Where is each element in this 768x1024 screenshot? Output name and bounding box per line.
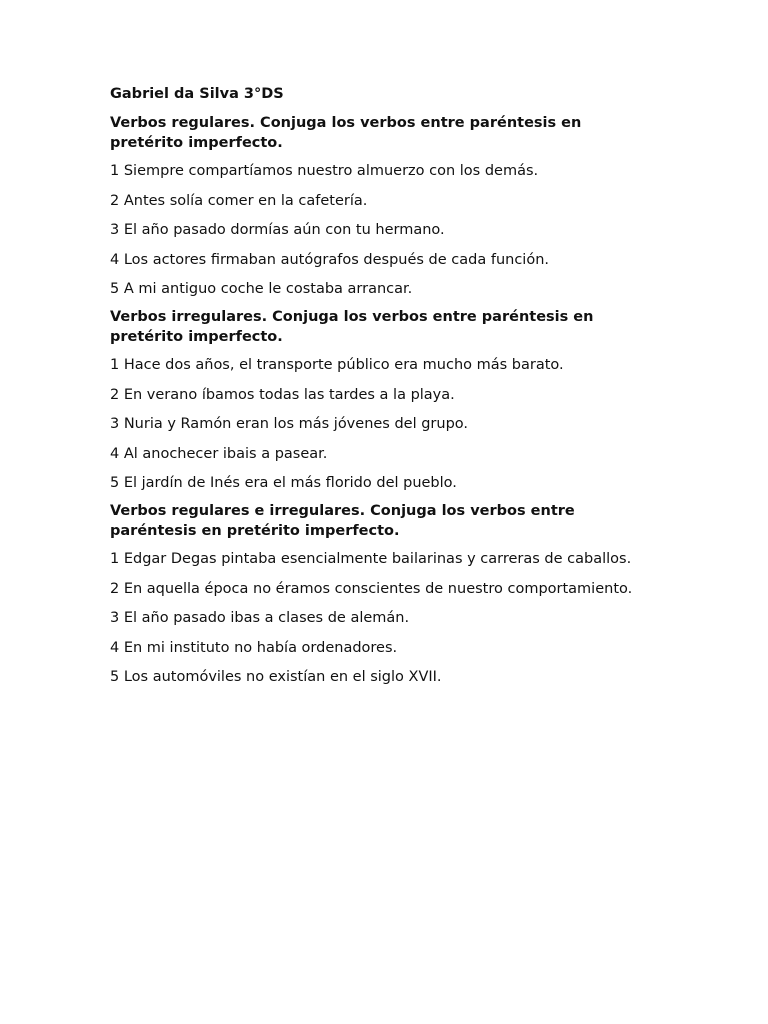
exercise-item: 3 El año pasado ibas a clases de alemán. — [110, 610, 410, 627]
section-regular-verbs — [110, 113, 650, 299]
section-heading: Verbos regulares e irregulares. Conjuga los verbos entre paréntesis en pretérito imperfecto. — [110, 502, 575, 539]
section-regular-and-irregular-verbs — [110, 501, 650, 687]
exercise-item: 1 Siempre compartíamos nuestro almuerzo con los demás. — [110, 163, 539, 179]
exercise-item: 4 En mi instituto no había ordenadores. — [110, 639, 398, 656]
exercise-item: 2 En verano íbamos todas las tardes a la playa. — [110, 386, 455, 403]
exercise-item: 1 Hace dos años, el transporte público era mucho más barato. — [110, 356, 564, 373]
exercise-item: 1 Edgar Degas pintaba esencialmente bailarinas y carreras de caballos. — [110, 550, 632, 567]
exercise-item: 4 Al anochecer ibais a pasear. — [110, 445, 328, 462]
exercise-item: 3 El año pasado dormías aún con tu hermano. — [110, 222, 445, 239]
exercise-item: 5 El jardín de Inés era el más florido del pueblo. — [110, 475, 457, 492]
exercise-item: 4 Los actores firmaban autógrafos después de cada función. — [110, 251, 550, 268]
exercise-item: 5 A mi antiguo coche le costaba arrancar. — [110, 281, 413, 298]
section-irregular-verbs — [110, 307, 650, 493]
exercise-item: 2 En aquella época no éramos conscientes de nuestro comportamiento. — [110, 580, 633, 597]
document-page — [110, 84, 650, 697]
exercise-item: 5 Los automóviles no existían en el siglo XVII. — [110, 669, 442, 686]
section-heading: Verbos irregulares. Conjuga los verbos entre paréntesis en pretérito imperfecto. — [110, 308, 594, 345]
author-line: Gabriel da Silva 3°DS — [110, 86, 284, 102]
exercise-item: 3 Nuria y Ramón eran los más jóvenes del grupo. — [110, 416, 469, 433]
exercise-item: 2 Antes solía comer en la cafetería. — [110, 192, 368, 209]
section-heading: Verbos regulares. Conjuga los verbos entre paréntesis en pretérito imperfecto. — [110, 115, 582, 151]
